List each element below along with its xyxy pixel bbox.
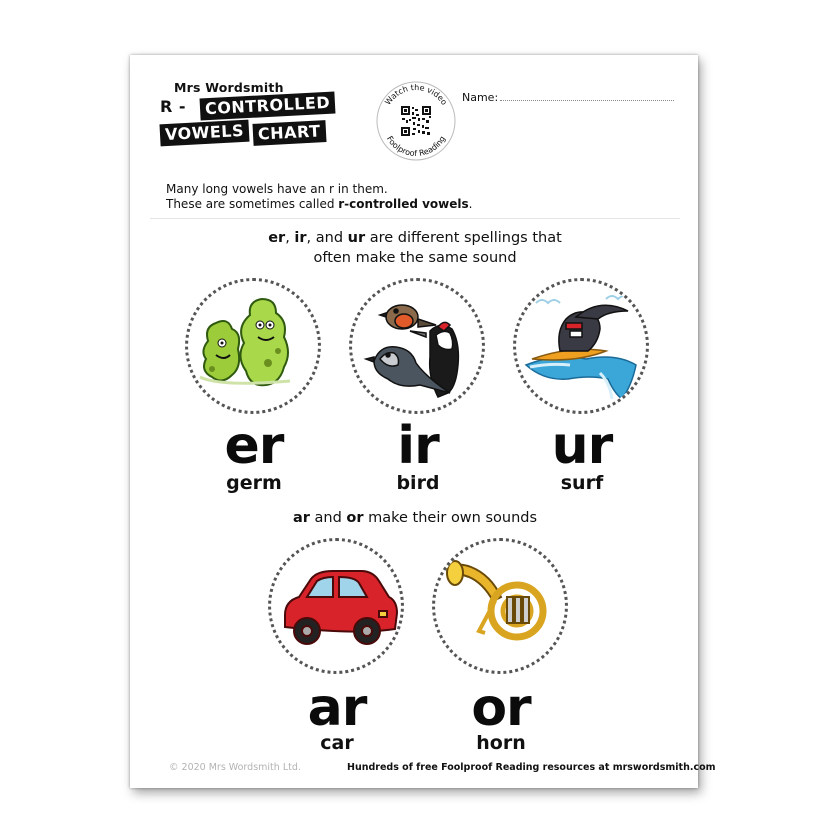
intro-line-2-suffix: . — [468, 197, 473, 211]
car-picture-circle — [268, 538, 404, 674]
heading-or: or — [346, 510, 364, 526]
section1-heading-line2: often make the same sound — [313, 250, 517, 266]
heading-and: and — [309, 510, 347, 526]
horn-icon — [435, 541, 565, 671]
qr-top-text: Watch the video — [383, 82, 449, 107]
surf-picture-circle — [513, 278, 649, 414]
heading-sep-1: , — [285, 230, 295, 246]
word-car: car — [320, 732, 354, 754]
section1-heading — [220, 228, 610, 268]
title-vowels: VOWELS — [159, 120, 249, 147]
footer-promo-link[interactable]: Hundreds of free Foolproof Reading resources at mrswordsmith.com — [347, 762, 716, 773]
heading-ir: ir — [294, 230, 307, 246]
copyright-text: © 2020 Mrs Wordsmith Ltd. — [169, 762, 301, 773]
spelling-er: er — [224, 416, 284, 476]
spelling-or: or — [471, 678, 531, 738]
word-bird: bird — [396, 472, 440, 494]
intro-line-2 — [166, 197, 472, 212]
qr-code-badge[interactable] — [375, 80, 457, 162]
germ-icon — [188, 281, 318, 411]
qr-bottom-text: Foolproof Reading — [384, 134, 448, 159]
bird-picture-circle — [349, 278, 485, 414]
title-controlled: CONTROLLED — [200, 91, 336, 120]
name-line[interactable] — [500, 90, 674, 101]
surf-icon — [516, 281, 646, 411]
word-horn: horn — [476, 732, 526, 754]
section2-heading — [220, 508, 610, 528]
word-surf: surf — [560, 472, 604, 494]
title-chart: CHART — [252, 120, 326, 146]
brand-name: Mrs Wordsmith — [174, 80, 284, 95]
heading-ar: ar — [292, 510, 310, 526]
car-icon — [271, 541, 401, 671]
heading-sep-2: , and — [306, 230, 348, 246]
spelling-ir: ir — [397, 416, 439, 476]
heading-own-sounds: make their own sounds — [363, 510, 538, 526]
qr-code-icon — [400, 105, 432, 137]
spelling-ur: ur — [551, 416, 613, 476]
word-germ: germ — [226, 472, 282, 494]
section1-heading-line1 — [220, 228, 610, 248]
divider — [150, 218, 680, 219]
intro-line-1: Many long vowels have an r in them. — [166, 182, 388, 196]
heading-er: er — [268, 230, 286, 246]
horn-picture-circle — [432, 538, 568, 674]
intro-line-2-prefix: These are sometimes called — [166, 197, 339, 211]
germ-picture-circle — [185, 278, 321, 414]
heading-ur: ur — [347, 230, 366, 246]
name-label: Name: — [462, 91, 499, 104]
intro-line-2-bold: r-controlled vowels — [338, 197, 469, 211]
heading-rest: are different spellings that — [365, 230, 562, 246]
intro-text — [166, 182, 472, 212]
title-r-prefix: R - — [160, 97, 187, 116]
qr-badge-graphic — [375, 80, 457, 162]
bird-icon — [352, 281, 482, 411]
name-field[interactable] — [462, 90, 674, 104]
spelling-ar: ar — [307, 678, 367, 738]
